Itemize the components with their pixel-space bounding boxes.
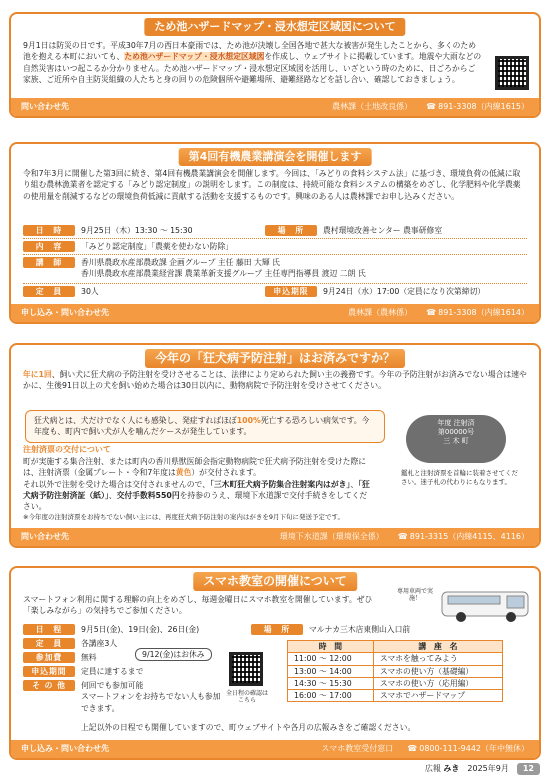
date-value: 9月25日（木）13:30 ～ 15:30: [81, 226, 193, 235]
footer-department: スマホ教室受付窓口: [321, 744, 394, 754]
holiday-note: 9/12(金)はお休み: [135, 648, 212, 661]
smartphone-class-section: [9, 566, 541, 760]
other-1: 何回でも参加可能: [81, 681, 144, 690]
table-row: 11:00 ～ 12:00 スマホを触ってみよう: [288, 653, 503, 665]
subsection-body: 町が実施する集合注射、または町内の香川県獣医師会指定動物病院で狂犬病予防注射を受けた際には、注射済票（金属プレート・令和7年度は黄色）が交付されます。 それ以外で注射を受けた場合は交付されませんので、「三木町狂犬病予防集合注射案内はがき」、「狂犬病予防注射済証（紙）」、交付手数料550円を持参のうえ、環境下水道課で交付手続きをしてください。: [23, 457, 370, 512]
footer-department: 農林課（農林係）: [348, 308, 413, 318]
subsection-title: 注射済票の交付について: [23, 445, 111, 454]
section-body: スマートフォン利用に関する理解の向上をめざし、毎週金曜日にスマホ教室を開催しています。ぜひ「楽しみながら」の気持ちでご参加ください。: [23, 595, 373, 616]
contact-footer: [11, 528, 539, 546]
section-body: 年に1回、飼い犬に狂犬病の予防注射を受けさせることは、法律により定められた飼い主の義務です。今年の予防注射がお済みでない場合は速やかに、生後91日以上の犬を飼い始めた場合は30日以内に、動物病院で予防注射を受けさせてください。: [23, 370, 527, 391]
phone-icon: ☎: [426, 308, 437, 318]
issue-date: 2025年9月: [467, 764, 509, 774]
table-header: 講 座 名: [373, 641, 502, 653]
publication-logo: みき: [443, 764, 460, 774]
plate-line-2: 第00000号: [437, 428, 475, 437]
bus-label: 専用車両で実施！: [397, 588, 434, 603]
footer-label: 問い合わせ先: [21, 532, 69, 542]
section-body: 9月1日は防災の日です。平成30年7月の西日本豪雨では、ため池が決壊し全国各地で甚大な被害が発生したことから、多くのため池を抱える本町においても、ため池ハザードマップ・浸水想定区域図を作成し、ウェブサイトに掲載しています。地震や大雨などの自然災害はいつ起こるか分かりません。ため池ハザードマップ・浸水想定区域図を活用し、いざという時のために、日ごろからご家族、ご近所や自主防災組織の人たちと身の回りの危険個所や避難場所、避難経路などを話し合い、確認しておきましょう。: [23, 41, 482, 84]
section-title: ため池ハザードマップ・浸水想定区域図について: [144, 18, 405, 36]
fee-tag: 参加費: [23, 652, 75, 663]
date-tag: 日 程: [23, 624, 75, 635]
capacity-value: 30人: [81, 287, 99, 296]
qr-code[interactable]: [229, 652, 263, 686]
footer-phone[interactable]: 891-3308（内線1614）: [438, 308, 529, 318]
section-title: 第4回有機農業講演会を開催します: [179, 148, 372, 166]
footer-phone[interactable]: 891-3308（内線1615）: [438, 102, 529, 112]
footer-department: 環境下水道課（環境保全係）: [279, 532, 384, 542]
other-tag: そ の 他: [23, 680, 75, 691]
phone-icon: ☎: [407, 744, 418, 754]
date-tag: 日 時: [23, 225, 75, 236]
schedule-table: [287, 640, 503, 702]
footer-label: 問い合わせ先: [21, 102, 69, 112]
table-row: 16:00 ～ 17:00 スマホでハザードマップ: [288, 690, 503, 702]
fine-print: ※今年度の注射済票をお持ちでない飼い主には、再度狂犬病予防注射の案内はがきを9月下旬に発送予定です。: [23, 513, 344, 521]
section-title: 今年の「狂犬病予防注射」はお済みですか？: [145, 349, 405, 368]
table-header: 時 間: [288, 641, 374, 653]
capacity-tag: 定 員: [23, 638, 75, 649]
footer-department: 農林課（土地改良係）: [332, 102, 413, 112]
table-row: 13:00 ～ 14:00 スマホの使い方（基礎編）: [288, 665, 503, 677]
place-value: マルナカ三木店東側山入口前: [309, 625, 411, 634]
footer-label: 申し込み・問い合わせ先: [21, 744, 109, 754]
apply-value: 定員に達するまで: [81, 667, 144, 676]
content-value: 「みどり認定制度」「農薬を使わない防除」: [81, 242, 234, 251]
tag-plate: [406, 415, 506, 463]
lecturer-2: 香川県農政水産部農業経営課 農業革新支援グループ 主任専門指導員 渡辺 二朗 氏: [81, 269, 366, 279]
lecturer-1: 香川県農政水産部農政課 企画グループ 主任 藤田 大輝 氏: [81, 258, 280, 267]
place-value: 農村環境改善センター 農事研修室: [323, 226, 443, 235]
phone-icon: ☎: [397, 532, 408, 542]
rabies-section: [9, 343, 541, 548]
fee-value: 無料: [81, 653, 97, 662]
footer-label: 申し込み・問い合わせ先: [21, 308, 109, 318]
footer-phone[interactable]: 891-3315（内線4115、4116）: [409, 532, 529, 542]
content-tag: 内 容: [23, 241, 75, 252]
qr-code[interactable]: [495, 56, 529, 90]
organic-farming-section: [9, 142, 541, 324]
page-number: 12: [517, 763, 540, 775]
capacity-tag: 定 員: [23, 286, 75, 297]
plate-caption: 鑑札と注射済票を首輪に装着させてください。迷子札の代わりにもなります。: [401, 469, 518, 486]
deadline-tag: 申込期限: [265, 286, 317, 297]
highlight-text: ため池ハザードマップ・浸水想定区域図: [124, 52, 265, 62]
lecturer-tag: 講 師: [23, 257, 75, 268]
plate-line-1: 年度 注射済: [437, 419, 475, 427]
place-tag: 場 所: [251, 624, 303, 635]
bottom-note: 上記以外の日程でも開催していますので、町ウェブサイトや各月の広報みきをご確認ください。: [81, 723, 416, 732]
table-row: 14:30 ～ 15:30 スマホの使い方（応用編）: [288, 677, 503, 689]
warning-box: 狂犬病とは、犬だけでなく人にも感染し、発症すればほぼ100%死亡する恐ろしい病気です。今年度も、町内で飼い犬が人を噛んだケースが発生しています。: [25, 410, 385, 443]
plate-line-3: 三 木 町: [443, 437, 469, 446]
place-tag: 場 所: [265, 225, 317, 236]
date-value: 9月5日(金)、19日(金)、26日(金): [81, 625, 200, 634]
footer-phone[interactable]: 0800-111-9442（年中無休）: [419, 744, 529, 754]
bus-icon: [439, 586, 533, 626]
phone-icon: ☎: [426, 102, 437, 112]
section-body: 令和7年3月に開催した第3回に続き、第4回有機農業講演会を開催します。今回は、「みどりの食料システム法」に基づき、環境負荷の低減に取り組む農林漁業者を認定する「みどり認定制度」の説明をします。この制度は、持続可能な食料システムの構築をめざし、化学肥料や化学農薬の使用量を削減するなどの環境負荷低減に貢献する活動を支援するものです。興味のある人は農林課でお申し込みください。: [23, 169, 521, 201]
qr-caption: 全日程の確認はこちら: [225, 690, 268, 705]
other-2: スマートフォンをお持ちでない人も参加できます。: [81, 692, 221, 713]
contact-footer: [11, 304, 539, 322]
publication-name: 広報 みき: [424, 764, 460, 774]
hazard-map-section: [9, 12, 541, 118]
contact-footer: [11, 98, 539, 116]
deadline-value: 9月24日（水）17:00（定員になり次第締切）: [323, 287, 486, 296]
capacity-value: 各講座3人: [81, 639, 118, 648]
highlight-text: 年に1回: [23, 370, 52, 379]
contact-footer: [11, 740, 539, 758]
section-title: スマホ教室の開催について: [193, 572, 357, 591]
page-footer: [425, 763, 540, 775]
apply-tag: 申込期間: [23, 666, 75, 677]
